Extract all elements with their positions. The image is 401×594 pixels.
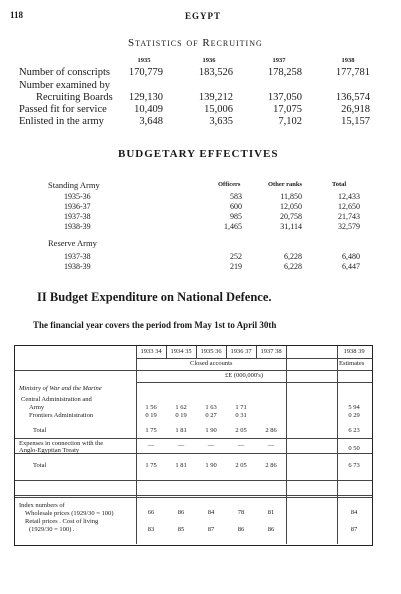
cell-value: 3,635 (209, 116, 233, 127)
cell-value: 1 56 (145, 404, 157, 411)
year-label: 1936-37 (64, 202, 91, 211)
cell-value: 15,157 (341, 116, 370, 127)
column-header: Total (332, 181, 347, 188)
cell-value: 83 (147, 526, 155, 533)
cell-value: 3,648 (139, 116, 163, 127)
cell-value: 84 (350, 509, 358, 516)
row-label: Index numbers of (19, 502, 65, 509)
cell-value: — (177, 442, 185, 449)
expenditure-table (14, 345, 373, 546)
cell-value: 178,258 (267, 67, 302, 78)
year-header: 1934 35 (170, 348, 192, 355)
cell-value: — (147, 442, 155, 449)
cell-value: 84 (207, 509, 215, 516)
year-header: 1936 37 (230, 348, 252, 355)
cell-value: 252 (230, 252, 242, 261)
cell-value: 136,574 (335, 92, 370, 103)
cell-value: 0 19 (175, 412, 187, 419)
cell-value: 6 23 (348, 427, 360, 434)
cell-value: 583 (230, 192, 242, 201)
running-head: EGYPT (185, 11, 222, 21)
cell-value: 6,480 (342, 252, 360, 261)
cell-value: 6,447 (342, 262, 360, 271)
year-header: 1938 (341, 57, 355, 64)
cell-value: 129,130 (128, 92, 163, 103)
year-header: 1933 34 (140, 348, 162, 355)
cell-value: 10,409 (134, 104, 163, 115)
row-label: Army (29, 404, 45, 411)
cell-value: 1 62 (175, 404, 187, 411)
cell-value: 219 (230, 262, 242, 271)
unit-header: £E (000,000's) (225, 372, 264, 379)
cell-value: 21,743 (338, 212, 360, 221)
cell-value: 0 27 (205, 412, 217, 419)
cell-value: 139,212 (198, 92, 233, 103)
estimates-header: Estimates (339, 360, 365, 367)
column-header: Officers (218, 181, 241, 188)
cell-value: 87 (207, 526, 215, 533)
column-divider (286, 346, 287, 544)
row-label: Wholesale prices (1929/30 = 100) (25, 510, 114, 517)
cell-value: 1 63 (205, 404, 217, 411)
cell-value: 2 05 (235, 427, 247, 434)
year-header: 1936 (202, 57, 216, 64)
cell-value: 66 (147, 509, 155, 516)
cell-value: 6 73 (348, 462, 360, 469)
standing-army-label: Standing Army (48, 180, 100, 190)
row-label: Anglo-Egyptian Treaty (19, 447, 80, 454)
cell-value: 26,918 (341, 104, 370, 115)
row-divider (136, 382, 372, 383)
row-label: Frontiers Administration (29, 412, 94, 419)
cell-value: — (237, 442, 245, 449)
cell-value: — (267, 442, 275, 449)
year-header: 1937 (272, 57, 286, 64)
cell-value: 0 31 (235, 412, 247, 419)
closed-accounts-header: Closed accounts (190, 360, 233, 367)
row-label: Passed fit for service (19, 104, 107, 115)
reserve-army-label: Reserve Army (48, 238, 97, 248)
row-divider (15, 480, 372, 481)
row-label: Enlisted in the army (19, 116, 104, 127)
row-divider (15, 370, 372, 371)
year-header: 1935 (137, 57, 151, 64)
row-label: Number examined by (19, 80, 110, 91)
cell-value: 0 19 (145, 412, 157, 419)
cell-value: 137,050 (267, 92, 302, 103)
cell-value: 1 81 (175, 427, 187, 434)
column-header: Other ranks (268, 181, 303, 188)
total-label: Total (33, 462, 47, 469)
cell-value: 2 86 (265, 462, 277, 469)
cell-value: 600 (230, 202, 242, 211)
total-label: Total (33, 427, 47, 434)
row-divider (15, 438, 372, 439)
cell-value: 31,114 (280, 222, 302, 231)
cell-value: 1 75 (145, 427, 157, 434)
cell-value: 1 90 (205, 427, 217, 434)
cell-value: 86 (237, 526, 245, 533)
year-header: 1938 39 (343, 348, 365, 355)
row-label: Retail prices . Cost of living (25, 518, 99, 525)
row-label: Expenses in connection with the (19, 440, 104, 447)
cell-value: 85 (177, 526, 185, 533)
cell-value: 20,758 (280, 212, 302, 221)
row-divider (15, 497, 372, 498)
cell-value: 0 50 (348, 445, 360, 452)
cell-value: 81 (267, 509, 275, 516)
cell-value: 7,102 (278, 116, 302, 127)
cell-value: 12,050 (280, 202, 302, 211)
cell-value: 2 86 (265, 427, 277, 434)
cell-value: 5 94 (348, 404, 360, 411)
cell-value: 11,850 (280, 192, 302, 201)
year-label: 1937-38 (64, 252, 91, 261)
cell-value: 32,579 (338, 222, 360, 231)
cell-value: 6,228 (284, 252, 302, 261)
cell-value: 2 05 (235, 462, 247, 469)
row-label: Number of conscripts (19, 67, 110, 78)
cell-value: 1 81 (175, 462, 187, 469)
cell-value: 87 (350, 526, 358, 533)
year-label: 1938-39 (64, 222, 91, 231)
row-label: Central Administration and (21, 396, 92, 403)
year-label: 1938-39 (64, 262, 91, 271)
cell-value: 170,779 (128, 67, 163, 78)
cell-value: 15,006 (204, 104, 233, 115)
cell-value: — (207, 442, 215, 449)
year-label: 1937-38 (64, 212, 91, 221)
cell-value: 78 (237, 509, 245, 516)
page-number: 118 (10, 10, 24, 20)
section-note: The financial year covers the period from May 1st to April 30th (33, 320, 277, 330)
cell-value: 86 (267, 526, 275, 533)
cell-value: 1 71 (235, 404, 247, 411)
year-header: 1937 38 (260, 348, 282, 355)
row-divider (15, 495, 372, 496)
cell-value: 17,075 (273, 104, 302, 115)
cell-value: 177,781 (335, 67, 370, 78)
cell-value: 12,433 (338, 192, 360, 201)
cell-value: 6,228 (284, 262, 302, 271)
cell-value: 1 75 (145, 462, 157, 469)
section-heading: II Budget Expenditure on National Defence. (37, 290, 272, 304)
cell-value: 985 (230, 212, 242, 221)
cell-value: 86 (177, 509, 185, 516)
recruiting-title: Statistics of Recruiting (128, 37, 263, 49)
row-label: (1929/30 = 100) . (29, 526, 75, 533)
cell-value: 1 90 (205, 462, 217, 469)
budgetary-title: BUDGETARY EFFECTIVES (118, 148, 279, 160)
cell-value: 1,465 (224, 222, 242, 231)
row-label: Recruiting Boards (36, 92, 113, 103)
year-label: 1935-36 (64, 192, 91, 201)
cell-value: 183,526 (198, 67, 233, 78)
ministry-label: Ministry of War and the Marine (19, 385, 102, 392)
year-header: 1935 36 (200, 348, 222, 355)
cell-value: 0 29 (348, 412, 360, 419)
row-divider (136, 358, 372, 359)
cell-value: 12,650 (338, 202, 360, 211)
